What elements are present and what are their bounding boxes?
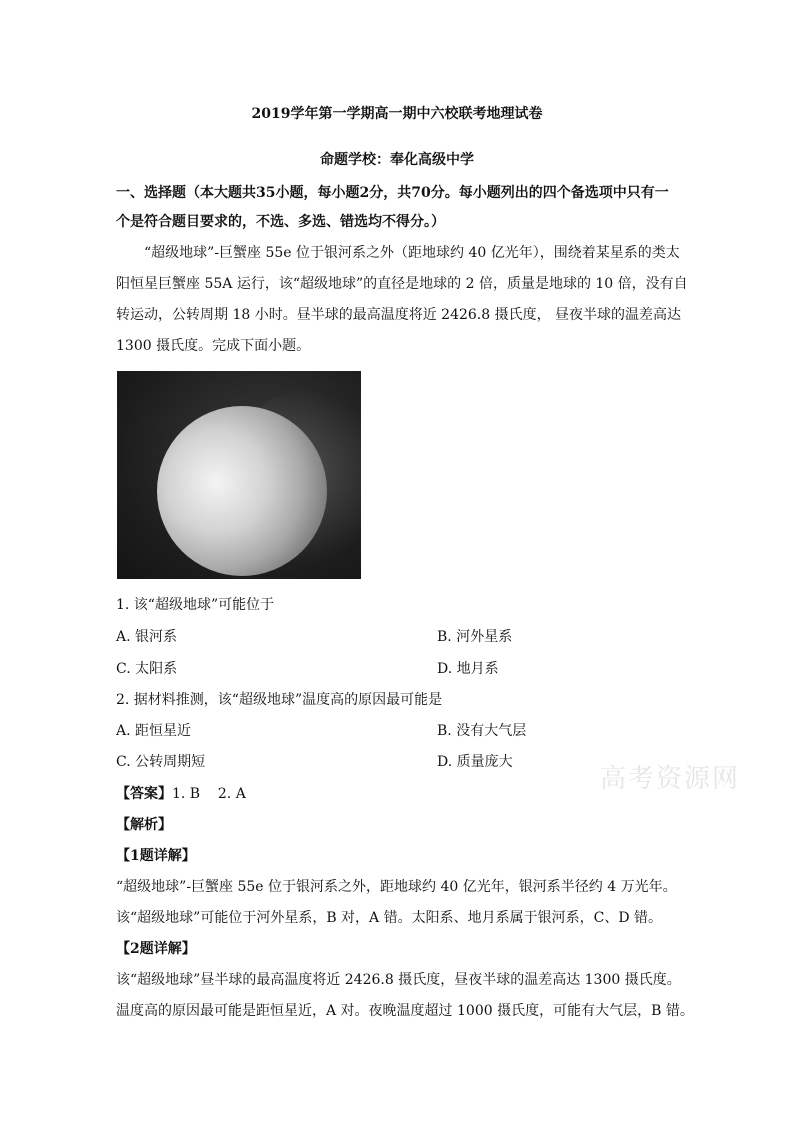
answer-row <box>116 784 246 804</box>
question-2-option-b: B. 没有大气层 <box>437 723 527 739</box>
section-heading-line-1: 一、选择题（本大题共35小题，每小题2分，共70分。每小题列出的四个备选项中只有一 <box>116 185 669 201</box>
analysis-label: 【解析】 <box>116 817 172 833</box>
answer-label: 【答案】 <box>116 786 172 802</box>
q1-detail-label: 【1题详解】 <box>116 848 196 864</box>
super-earth-image <box>117 371 361 579</box>
q1-detail-line-1: “超级地球”-巨蟹座 55e 位于银河系之外，距地球约 40 亿光年，银河系半径约 4 万光年。 <box>116 879 677 895</box>
question-1-option-a: A. 银河系 <box>116 629 178 645</box>
passage-line-3: 转运动，公转周期 18 小时。昼半球的最高温度将近 2426.8 摄氏度， 昼夜半球的温差高达 <box>116 307 682 323</box>
question-2-option-a: A. 距恒星近 <box>116 723 192 739</box>
question-2-option-d: D. 质量庞大 <box>437 754 513 770</box>
passage-line-4: 1300 摄氏度。完成下面小题。 <box>116 338 311 354</box>
q2-detail-line-1: 该“超级地球”昼半球的最高温度将近 2426.8 摄氏度，昼夜半球的温差高达 1300 摄氏度。 <box>116 972 681 988</box>
watermark: 高考资源网 <box>600 764 741 794</box>
question-1-option-d: D. 地月系 <box>437 661 499 677</box>
author-school: 命题学校：奉化高级中学 <box>320 152 474 168</box>
question-1-stem: 1. 该“超级地球”可能位于 <box>116 597 275 613</box>
question-2-stem: 2. 据材料推测，该“超级地球”温度高的原因最可能是 <box>116 692 443 708</box>
planet-sphere <box>157 406 327 576</box>
passage-line-2: 阳恒星巨蟹座 55A 运行，该“超级地球”的直径是地球的 2 倍，质量是地球的 10 倍，没有自 <box>116 276 688 292</box>
question-1-option-b: B. 河外星系 <box>437 629 513 645</box>
question-2-option-c: C. 公转周期短 <box>116 754 206 770</box>
q1-detail-line-2: 该“超级地球”可能位于河外星系，B 对，A 错。太阳系、地月系属于银河系，C、D 错。 <box>116 910 662 926</box>
question-1-option-c: C. 太阳系 <box>116 661 178 677</box>
q2-detail-label: 【2题详解】 <box>116 941 196 957</box>
section-heading-line-2: 个是符合题目要求的，不选、多选、错选均不得分。） <box>116 214 445 230</box>
answer-text: 1. B 2. A <box>172 786 246 802</box>
exam-title: 2019学年第一学期高一期中六校联考地理试卷 <box>251 106 543 122</box>
passage-line-1: “超级地球”-巨蟹座 55e 位于银河系之外（距地球约 40 亿光年），围绕着某星系的类太 <box>144 245 680 261</box>
q2-detail-line-2: 温度高的原因最可能是距恒星近，A 对。夜晚温度超过 1000 摄氏度，可能有大气层，B 错。 <box>116 1003 694 1019</box>
